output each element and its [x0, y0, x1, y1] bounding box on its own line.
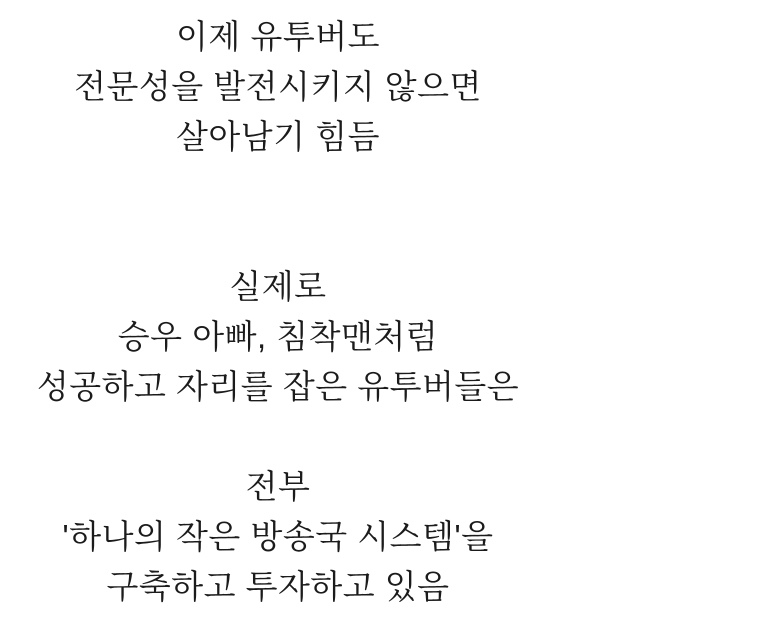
paragraph-2-line-1: 실제로 — [229, 268, 327, 305]
paragraph-3-line-3: 구축하고 투자하고 있음 — [106, 568, 450, 605]
paragraph-1-line-2: 전문성을 발전시키지 않으면 — [74, 68, 482, 105]
paragraph-break — [0, 162, 556, 212]
paragraph-break — [0, 212, 556, 262]
paragraph-break — [0, 412, 556, 462]
paragraph-1-line-3: 살아남기 힘듬 — [176, 118, 380, 155]
paragraph-1-line-1: 이제 유투버도 — [176, 18, 380, 55]
paragraph-3-line-2: '하나의 작은 방송국 시스템'을 — [62, 518, 494, 555]
text-column — [0, 12, 556, 612]
paragraph-3-line-1: 전부 — [245, 468, 311, 505]
paragraph-2-line-3: 성공하고 자리를 잡은 유투버들은 — [36, 368, 520, 405]
paragraph-2-line-2: 승우 아빠, 침착맨처럼 — [117, 318, 439, 355]
